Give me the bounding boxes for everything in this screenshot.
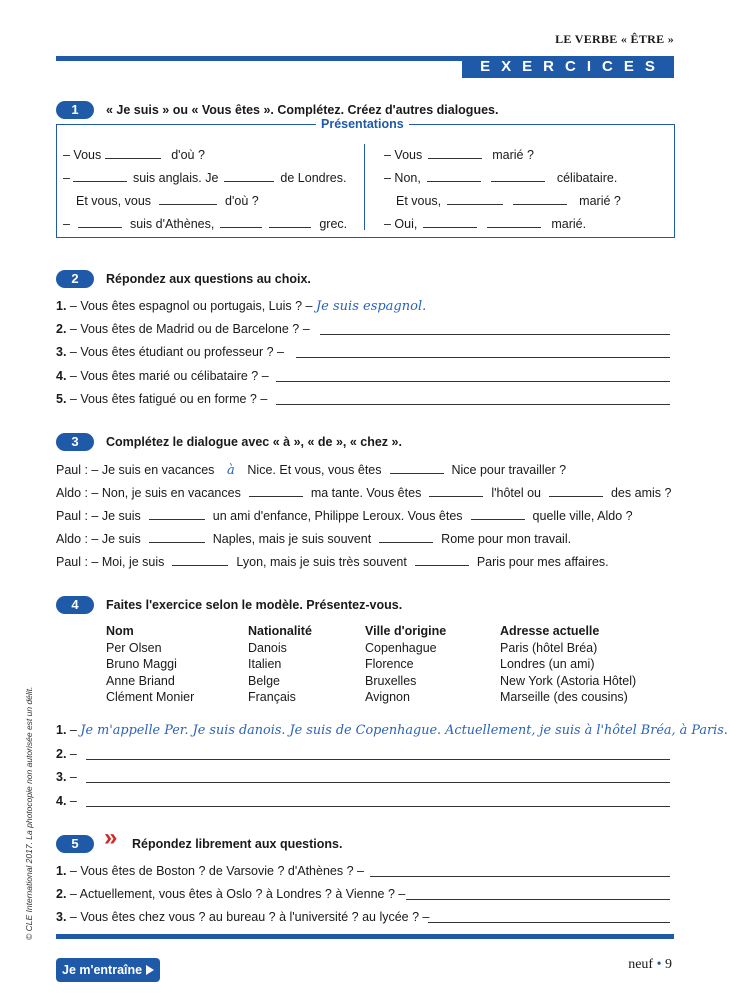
ex1-left-line-3: Et vous, vous d'où ? xyxy=(76,194,259,208)
ex3-line-2: Aldo : – Non, je suis en vacances ma tante. Vous êtes l'hôtel ou des amis ? xyxy=(56,486,672,500)
cell: Bruno Maggi xyxy=(106,657,177,671)
exercise-number-5: 5 xyxy=(56,835,94,853)
footer-rule xyxy=(56,934,674,939)
ex5-item-1: 1. – Vous êtes de Boston ? de Varsovie ? d'Athènes ? – xyxy=(56,864,364,878)
ex5-item-3: 3. – Vous êtes chez vous ? au bureau ? à l'université ? au lycée ? – xyxy=(56,910,430,924)
ex2-item-2: 2. – Vous êtes de Madrid ou de Barcelone ? – xyxy=(56,322,310,336)
ex4-answer-3: 3. – xyxy=(56,770,77,784)
cell: Anne Briand xyxy=(106,673,175,688)
header-nom: Nom xyxy=(106,624,134,638)
ex2-item-3: 3. – Vous êtes étudiant ou professeur ? – xyxy=(56,345,284,359)
column-ville xyxy=(365,623,446,706)
ex2-answer-line-5[interactable] xyxy=(276,404,670,405)
ex5-answer-line-2[interactable] xyxy=(406,899,670,900)
exercise-2-instruction: Répondez aux questions au choix. xyxy=(106,272,311,286)
cell: Marseille (des cousins) xyxy=(500,690,628,704)
ex3-line-3: Paul : – Je suis un ami d'enfance, Philippe Leroux. Vous êtes quelle ville, Aldo ? xyxy=(56,509,633,523)
exercise-number-3: 3 xyxy=(56,433,94,451)
exercise-3-instruction: Complétez le dialogue avec « à », « de », « chez ». xyxy=(106,435,402,449)
ex2-answer-line-4[interactable] xyxy=(276,381,670,382)
ex5-answer-line-3[interactable] xyxy=(428,922,670,923)
ex1-right-line-1: – Vous marié ? xyxy=(384,148,534,162)
cell: Clément Monier xyxy=(106,690,195,704)
ex4-example-answer: Je m'appelle Per. Je suis danois. Je suis de Copenhague. Actuellement, je suis à l'hôtel Bréa, à Paris. xyxy=(80,723,728,738)
cell: New York (Astoria Hôtel) xyxy=(500,673,637,688)
play-arrow-icon xyxy=(146,965,154,975)
chevron-icon: » xyxy=(104,824,118,851)
ex3-line-5: Paul : – Moi, je suis Lyon, mais je suis très souvent Paris pour mes affaires. xyxy=(56,555,609,569)
cell: Bruxelles xyxy=(365,673,417,688)
ex4-answer-line-3[interactable] xyxy=(86,782,670,783)
je-mentraine-label: Je m'entraîne xyxy=(62,963,143,977)
exercise-number-1: 1 xyxy=(56,101,94,119)
ex3-line-4: Aldo : – Je suis Naples, mais je suis souvent Rome pour mon travail. xyxy=(56,532,572,546)
header-adresse: Adresse actuelle xyxy=(500,624,600,638)
presentations-box-title: Présentations xyxy=(316,117,409,131)
header-nationalite: Nationalité xyxy=(248,624,312,638)
ex1-left-line-1: – Vous d'où ? xyxy=(63,148,205,162)
ex4-answer-2: 2. – xyxy=(56,747,77,761)
column-nom xyxy=(106,623,194,706)
ex5-item-2: 2. – Actuellement, vous êtes à Oslo ? à Londres ? à Vienne ? – xyxy=(56,887,406,901)
je-mentraine-button[interactable] xyxy=(56,958,160,982)
ex2-item-4: 4. – Vous êtes marié ou célibataire ? – xyxy=(56,369,269,383)
box-divider xyxy=(364,144,365,230)
ex2-item-5: 5. – Vous êtes fatigué ou en forme ? – xyxy=(56,392,268,406)
exercise-number-2: 2 xyxy=(56,270,94,288)
ex4-answer-line-4[interactable] xyxy=(86,806,670,807)
column-adresse xyxy=(500,623,636,706)
cell: Paris (hôtel Bréa) xyxy=(500,640,598,655)
ex4-answer-line-2[interactable] xyxy=(86,759,670,760)
exercise-1-instruction: « Je suis » ou « Vous êtes ». Complétez. Créez d'autres dialogues. xyxy=(106,103,499,117)
ex1-left-line-4: – suis d'Athènes, grec. xyxy=(63,217,348,231)
bullet-dot: • xyxy=(656,957,662,972)
exercices-banner xyxy=(462,56,674,78)
cell: Français xyxy=(248,690,296,704)
copyright-notice: © CLE International 2017. La photocopie non autorisée est un délit. xyxy=(24,686,34,940)
ex5-answer-line-1[interactable] xyxy=(370,876,670,877)
ex1-right-line-2: – Non, célibataire. xyxy=(384,171,618,185)
ex1-right-line-4: – Oui, marié. xyxy=(384,217,587,231)
exercise-number-4: 4 xyxy=(56,596,94,614)
ex1-right-line-3: Et vous, marié ? xyxy=(396,194,621,208)
ex4-answer-4: 4. – xyxy=(56,794,77,808)
cell: Florence xyxy=(365,657,414,671)
ex2-example-answer: Je suis espagnol. xyxy=(315,299,427,314)
header-ville: Ville d'origine xyxy=(365,624,447,638)
cell: Avignon xyxy=(365,690,410,704)
ex2-answer-line-3[interactable] xyxy=(296,357,670,358)
column-nationalite xyxy=(248,623,312,706)
exercise-5-instruction: Répondez librement aux questions. xyxy=(132,837,343,851)
ex2-item-1: 1. – Vous êtes espagnol ou portugais, Luis ? – Je suis espagnol. xyxy=(56,299,427,314)
cell: Londres (un ami) xyxy=(500,657,595,671)
banner-label: EXERCICES xyxy=(480,58,666,75)
cell: Italien xyxy=(248,657,282,671)
page-number: neuf • 9 xyxy=(628,957,672,972)
chapter-title: LE VERBE « ÊTRE » xyxy=(555,32,674,46)
ex3-line-1: Paul : – Je suis en vacances à Nice. Et vous, vous êtes Nice pour travailler ? xyxy=(56,463,567,478)
cell: Belge xyxy=(248,673,280,688)
cell: Copenhague xyxy=(365,640,437,655)
cell: Per Olsen xyxy=(106,640,162,655)
cell: Danois xyxy=(248,640,287,655)
exercise-4-instruction: Faites l'exercice selon le modèle. Présentez-vous. xyxy=(106,598,403,612)
ex3-example-answer: à xyxy=(227,463,235,478)
ex4-answer-1: 1. – Je m'appelle Per. Je suis danois. Je suis de Copenhague. Actuellement, je suis à l'hôtel Bréa, à Paris. xyxy=(56,723,728,738)
ex1-left-line-2: – suis anglais. Je de Londres. xyxy=(63,171,347,185)
ex2-answer-line-2[interactable] xyxy=(320,334,670,335)
